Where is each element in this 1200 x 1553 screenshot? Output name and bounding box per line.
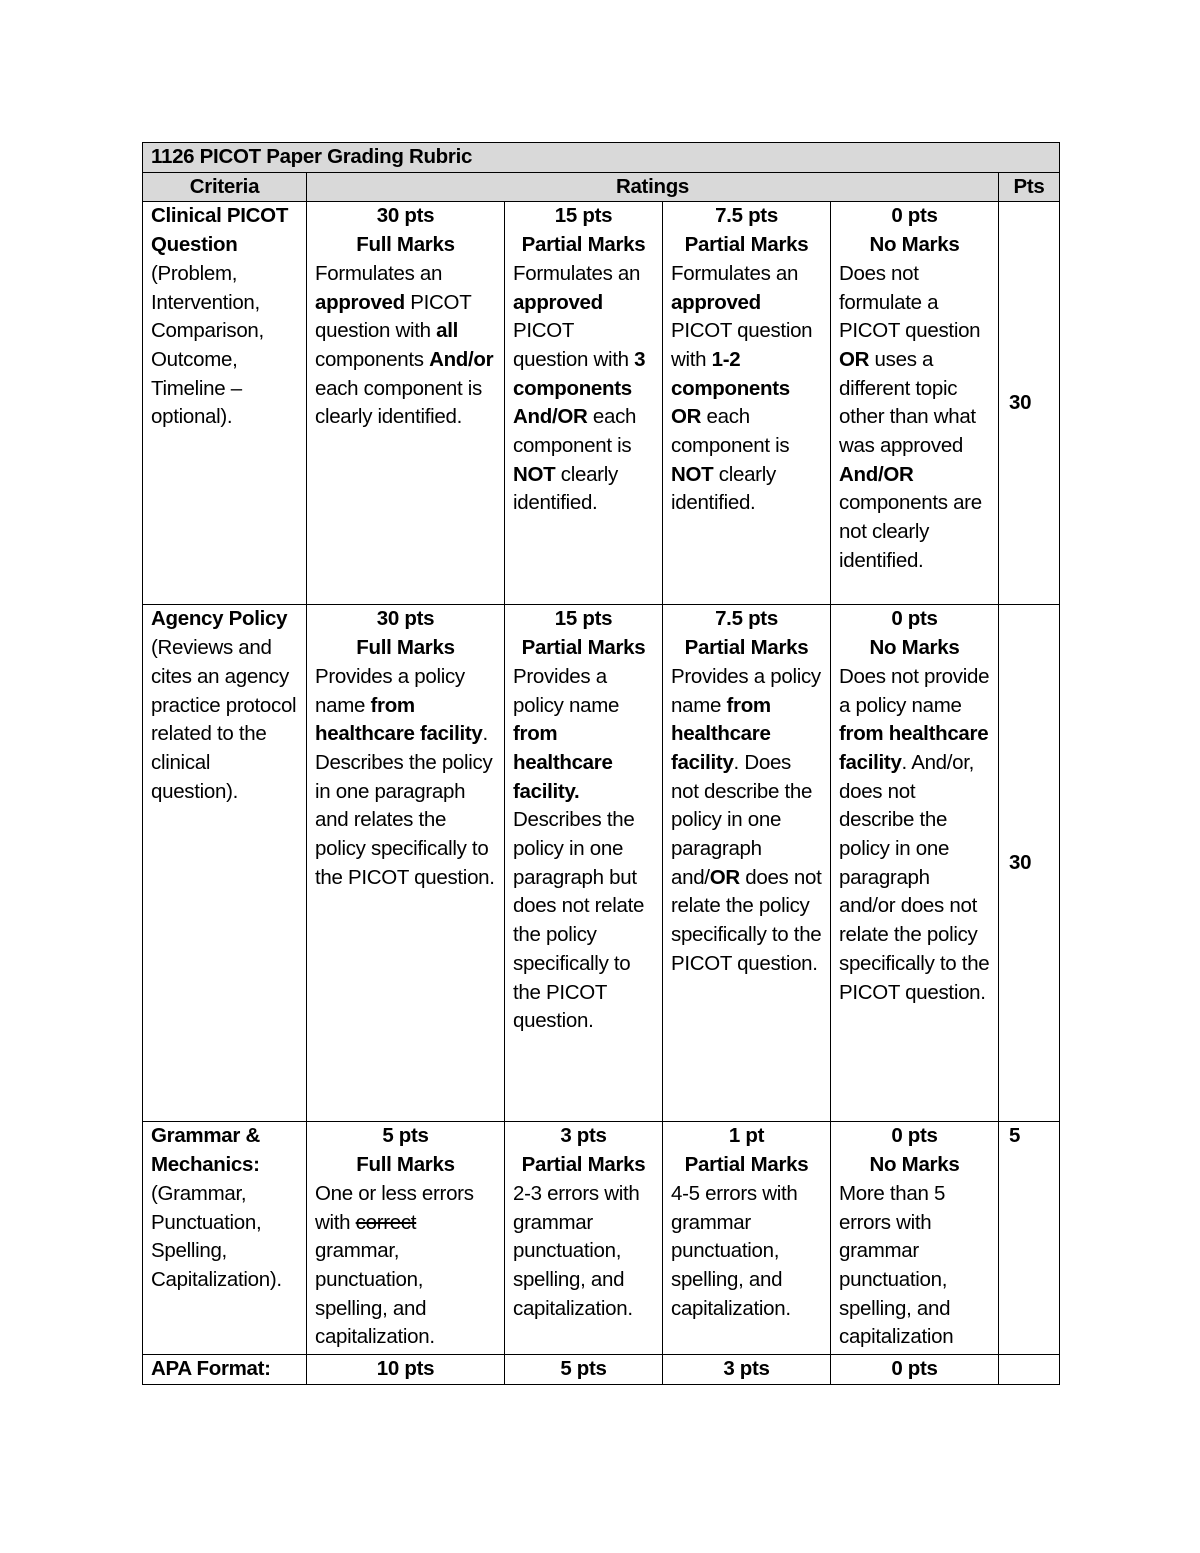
criterion-row: [143, 1355, 1060, 1385]
points-value: 5: [999, 1122, 1060, 1355]
rating-label: Partial Marks: [521, 636, 646, 660]
rating-points: 10 pts: [307, 1355, 505, 1385]
description-segment: each component is clearly identified.: [315, 376, 482, 429]
description-segment: uses a different topic other than what was approved: [839, 347, 976, 458]
rating-description: [671, 260, 822, 518]
rating-description: [315, 663, 496, 893]
criteria-header: Criteria: [143, 172, 307, 202]
grading-rubric-table: [142, 142, 1060, 1385]
description-segment: Provides a policy name: [513, 664, 620, 717]
rating-points: 15 pts: [554, 204, 613, 228]
description-segment: Describes the policy in one paragraph but does not relate the policy specifically to the PICOT question.: [513, 808, 645, 1033]
description-segment: clearly identified.: [513, 462, 618, 515]
rating-description: [513, 260, 654, 518]
rating-points: 0 pts: [891, 204, 938, 228]
rating-cell: [663, 1122, 831, 1355]
description-segment: PICOT question with: [315, 290, 472, 343]
rating-points: 5 pts: [505, 1355, 663, 1385]
rating-label: Full Marks: [356, 233, 455, 257]
rating-points: 30 pts: [376, 607, 435, 631]
description-segment: 1-2 components OR: [671, 347, 790, 429]
rating-label: Partial Marks: [684, 1153, 809, 1177]
rating-label: Partial Marks: [521, 233, 646, 257]
criterion-cell: [143, 202, 307, 605]
description-segment: all: [436, 319, 459, 343]
rating-points: 15 pts: [554, 607, 613, 631]
criterion-title: Grammar & Mechanics:: [151, 1124, 260, 1177]
rating-description: [839, 663, 990, 1007]
criterion-description: (Problem, Intervention, Comparison, Outcome, Timeline – optional).: [151, 261, 264, 429]
rating-cell: [505, 1122, 663, 1355]
rating-description: [671, 663, 822, 979]
description-segment: approved: [513, 290, 603, 314]
rating-cell: [505, 605, 663, 1122]
header-row: [143, 172, 1060, 202]
criterion-description: (Reviews and cites an agency practice protocol related to the clinical question).: [151, 636, 297, 803]
description-segment: correct: [355, 1210, 417, 1234]
description-segment: from healthcare facility.: [513, 722, 613, 803]
description-segment: One or less errors with: [315, 1181, 474, 1234]
description-segment: each component is: [513, 405, 637, 458]
description-segment: PICOT question with: [513, 319, 635, 371]
rating-label: Partial Marks: [684, 636, 809, 660]
description-segment: Formulates an: [513, 261, 641, 285]
description-segment: PICOT question with: [671, 319, 813, 371]
description-segment: does not relate the policy specifically to the PICOT question.: [671, 865, 822, 975]
rating-label: Partial Marks: [521, 1153, 646, 1177]
criterion-cell: [143, 1122, 307, 1355]
rating-label: Full Marks: [356, 636, 455, 660]
points-value: 30: [999, 605, 1060, 1122]
description-segment: Provides a policy name: [671, 664, 821, 717]
rating-points: 0 pts: [891, 1124, 938, 1148]
rating-points: 0 pts: [891, 607, 938, 631]
description-segment: 2-3 errors with grammar punctuation, spelling, and capitalization.: [513, 1181, 640, 1320]
rating-points: 3 pts: [560, 1124, 607, 1148]
points-value: 30: [999, 202, 1060, 605]
rating-label: Full Marks: [356, 1153, 455, 1177]
description-segment: . And/or, does not describe the policy in one paragraph and/or does not relate the policy specifically to the PICOT question.: [839, 750, 990, 1004]
description-segment: NOT: [671, 462, 714, 486]
description-segment: grammar, punctuation, spelling, and capitalization.: [315, 1239, 435, 1349]
criterion-title: Agency Policy: [151, 607, 288, 631]
description-segment: NOT: [513, 462, 556, 486]
rating-description: [513, 1180, 654, 1324]
pts-header: Pts: [999, 172, 1060, 202]
rating-description: [671, 1180, 822, 1324]
description-segment: And/or: [429, 347, 494, 371]
rating-cell: [663, 202, 831, 605]
description-segment: OR: [839, 347, 870, 371]
description-segment: Provides a policy name: [315, 664, 465, 717]
description-segment: More than 5 errors with grammar punctuation, spelling, and capitalization: [839, 1181, 954, 1349]
rating-points: 1 pt: [728, 1124, 765, 1148]
criterion-cell: [143, 605, 307, 1122]
rating-label: No Marks: [869, 636, 960, 660]
points-value: [999, 1355, 1060, 1385]
rubric-title: 1126 PICOT Paper Grading Rubric: [143, 143, 1060, 173]
description-segment: components: [315, 347, 430, 371]
description-segment: clearly identified.: [671, 462, 776, 515]
description-segment: OR: [709, 865, 740, 889]
rating-cell: [831, 1122, 999, 1355]
description-segment: Does not provide a policy name: [839, 664, 990, 717]
description-segment: And/OR: [839, 462, 914, 486]
criterion-title: Clinical PICOT Question: [151, 204, 289, 257]
description-segment: approved: [671, 290, 761, 314]
description-segment: Formulates an: [671, 261, 799, 285]
title-row: [143, 143, 1060, 173]
rating-label: Partial Marks: [684, 233, 809, 257]
rating-label: No Marks: [869, 233, 960, 257]
description-segment: approved: [315, 290, 405, 314]
criterion-row: [143, 202, 1060, 605]
rating-description: [315, 260, 496, 432]
rating-description: [839, 1180, 990, 1352]
description-segment: Does not formulate a PICOT question: [839, 261, 981, 343]
rating-points: 0 pts: [831, 1355, 999, 1385]
rating-cell: [831, 202, 999, 605]
description-segment: 3 components And/OR: [513, 347, 646, 429]
description-segment: components are not clearly identified.: [839, 491, 982, 572]
rating-cell: [307, 605, 505, 1122]
description-segment: from healthcare facility: [671, 693, 771, 774]
rating-points: 30 pts: [376, 204, 435, 228]
criterion-title: APA Format:: [143, 1355, 307, 1385]
rating-cell: [307, 202, 505, 605]
rating-description: [513, 663, 654, 1036]
rating-cell: [307, 1122, 505, 1355]
description-segment: 4-5 errors with grammar punctuation, spelling, and capitalization.: [671, 1181, 798, 1320]
description-segment: each component is: [671, 405, 790, 458]
criterion-row: [143, 1122, 1060, 1355]
rating-cell: [663, 605, 831, 1122]
ratings-header: Ratings: [307, 172, 999, 202]
description-segment: from healthcare facility: [839, 722, 989, 774]
rating-points: 5 pts: [382, 1124, 429, 1148]
rating-description: [839, 260, 990, 576]
rating-cell: [505, 202, 663, 605]
rating-points: 7.5 pts: [715, 204, 778, 228]
rating-cell: [831, 605, 999, 1122]
description-segment: . Does not describe the policy in one paragraph and/: [671, 750, 813, 889]
description-segment: Formulates an: [315, 261, 443, 285]
rating-points: 3 pts: [663, 1355, 831, 1385]
rating-label: No Marks: [869, 1153, 960, 1177]
criterion-row: [143, 605, 1060, 1122]
rating-points: 7.5 pts: [715, 607, 778, 631]
description-segment: from healthcare facility: [315, 693, 483, 746]
rating-description: [315, 1180, 496, 1352]
criterion-description: (Grammar, Punctuation, Spelling, Capitalization).: [151, 1181, 282, 1291]
description-segment: . Describes the policy in one paragraph and relates the policy specifically to the PICOT question.: [315, 722, 495, 889]
